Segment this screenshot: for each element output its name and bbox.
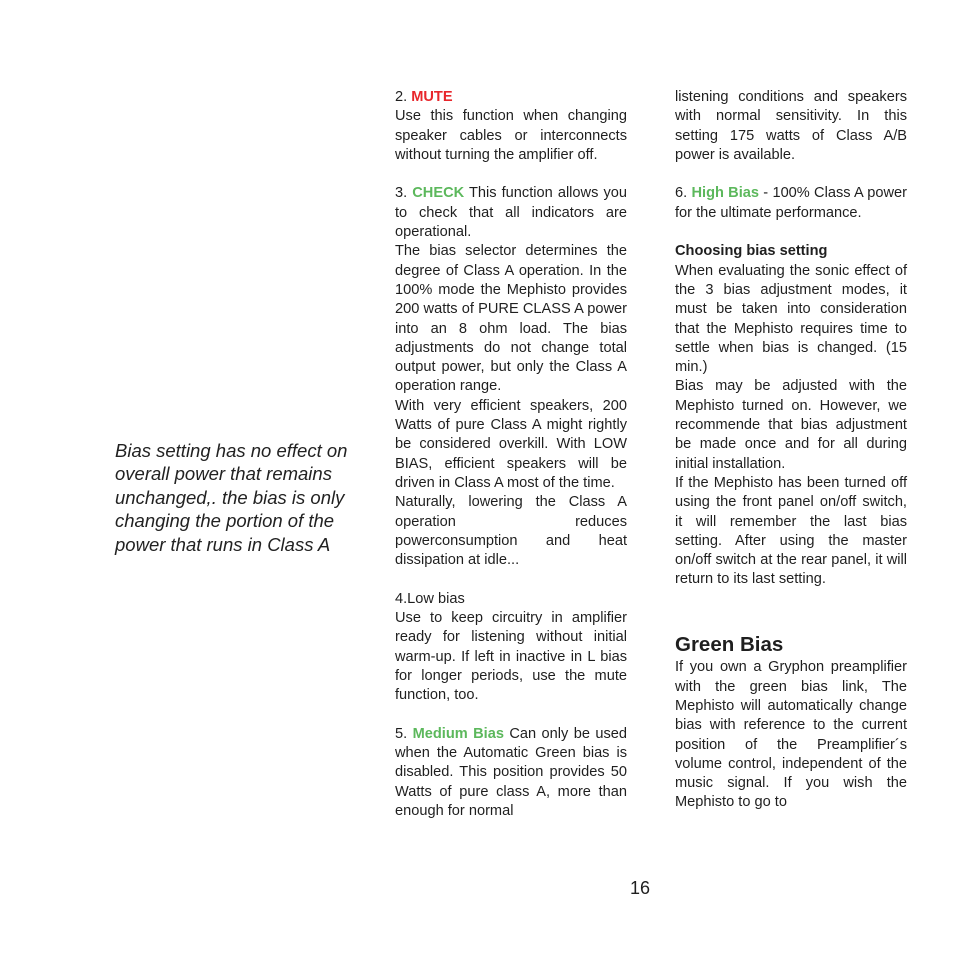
sidenote-bias-effect: Bias setting has no effect on overall power that remains unchanged,. the bias is only changing the portion of the power that runs in Class A xyxy=(115,440,348,555)
efficient-speakers-paragraph: With very efficient speakers, 200 Watts of pure Class A might rightly be considered overkill. With LOW BIAS, efficient speakers will be driven in Class A most of the time. xyxy=(395,397,627,491)
medium-bias-text: Can only be used when the Automatic Green bias is disabled. This position provides 50 Watts of pure class A, more than enough for normal xyxy=(395,725,627,819)
choosing-bias-para1: When evaluating the sonic effect of the 3 bias adjustment modes, it must be taken into consideration that the Mephisto requires time to settle when bias is changed. (15 min.) xyxy=(675,262,907,376)
high-bias-text: - 100% Class A power for the ultimate performance. xyxy=(675,185,907,221)
low-bias-title: 4.Low bias xyxy=(395,590,465,607)
medium-bias-paragraph xyxy=(395,725,627,821)
check-keyword: CHECK xyxy=(412,185,465,202)
medium-bias-continued: listening conditions and speakers with normal sensitivity. In this setting 175 watts of Class A/B power is available. xyxy=(675,89,907,163)
column-middle xyxy=(395,88,627,821)
column-right xyxy=(675,88,907,813)
medium-bias-keyword: Medium Bias xyxy=(412,725,504,742)
power-consumption-paragraph: Naturally, lowering the Class A operation reduces powerconsumption and heat dissipation at idle... xyxy=(395,494,627,569)
choosing-bias-para3: If the Mephisto has been turned off using the front panel on/off switch, it will remember the last bias setting. After using the master on/off switch at the rear panel, it will return to its last setting. xyxy=(675,474,907,588)
high-bias-keyword: High Bias xyxy=(691,185,760,202)
mute-number: 2. xyxy=(395,89,412,105)
low-bias-text: Use to keep circuitry in amplifier ready for listening without initial warm-up. If left in inactive in L bias for longer periods, use the mute function, too. xyxy=(395,610,627,704)
choosing-bias-para2: Bias may be adjusted with the Mephisto turned on. However, we recommende that bias adjustment be made once and for all during initial installation. xyxy=(675,378,907,472)
check-number: 3. xyxy=(395,185,413,202)
check-text: This function allows you to check that all indicators are operational. xyxy=(395,185,627,241)
check-paragraph xyxy=(395,184,627,242)
green-bias-text: If you own a Gryphon preamplifier with the green bias link, The Mephisto will automatically change bias with reference to the current position of the Preamplifier´s volume control, independent of the music signal. If you wish the Mephisto to go to xyxy=(675,659,907,811)
high-bias-number: 6. xyxy=(675,185,692,202)
high-bias-paragraph xyxy=(675,184,907,223)
green-bias-heading: Green Bias xyxy=(675,633,784,657)
mute-keyword: MUTE xyxy=(411,89,453,105)
bias-selector-paragraph: The bias selector determines the degree of Class A operation. In the 100% mode the Mephisto provides 200 watts of PURE CLASS A power into an 8 ohm load. The bias adjustments do not change total output power, but only the Class A operation range. xyxy=(395,243,627,395)
mute-text: Use this function when changing speaker cables or interconnects without turning the amplifier off. xyxy=(395,108,627,163)
medium-bias-number: 5. xyxy=(395,725,413,742)
choosing-bias-title: Choosing bias setting xyxy=(675,243,828,260)
page-number: 16 xyxy=(630,878,651,898)
mute-heading xyxy=(395,88,627,107)
